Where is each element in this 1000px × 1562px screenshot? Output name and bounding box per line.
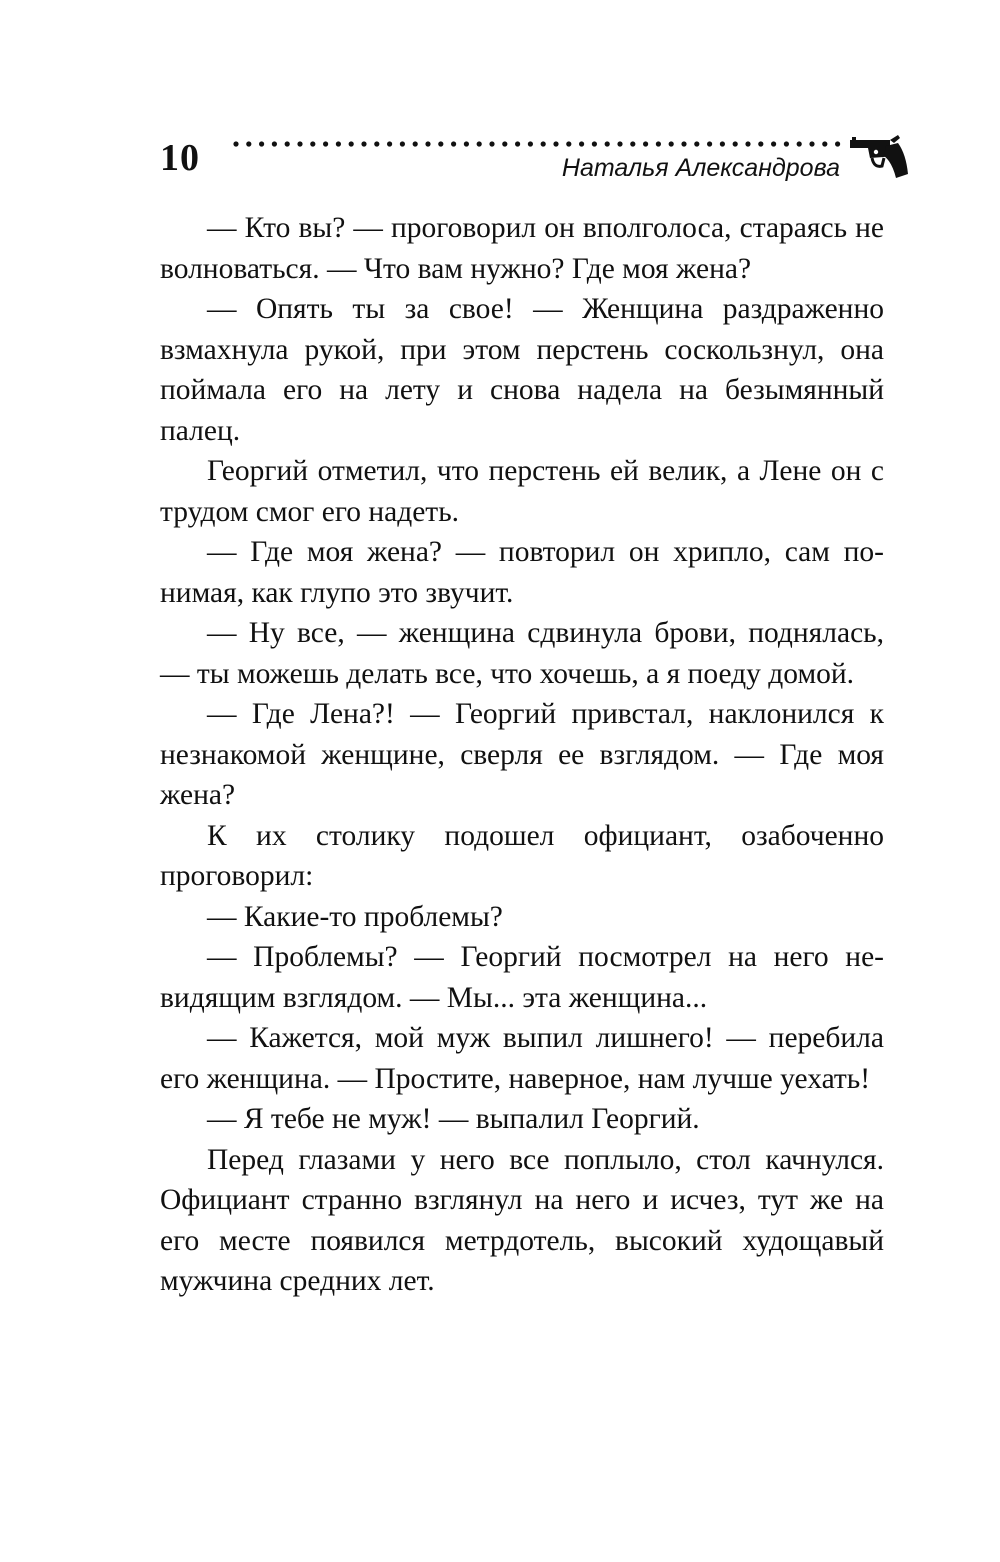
paragraph: — Кажется, мой муж выпил лишнего! — перебила его женщина. — Простите, наверное, нам лучше уехать! [160,1022,884,1095]
paragraph: — Ну все, — женщина сдвинула брови, поднялась, — ты можешь делать все, что хочешь, а я поеду домой. [160,617,884,690]
paragraph: — Кто вы? — проговорил он вполголоса, стараясь не волноваться. — Что вам нужно? Где моя жена? [160,212,884,285]
revolver-icon [846,132,912,180]
paragraph: — Где моя жена? — повторил он хрипло, сам понимая, как глупо это звучит. [160,536,884,609]
paragraph: — Я тебе не муж! — выпалил Георгий. [207,1103,700,1135]
paragraph: — Проблемы? — Георгий посмотрел на него невидящим взглядом. — Мы... эта женщина... [160,941,884,1014]
paragraph: — Опять ты за свое! — Женщина раздраженно взмахнула рукой, при этом перстень соскользнул, она поймала его на лету и снова надела на безымянный палец. [160,293,884,447]
paragraph: К их столику подошел официант, озабоченно проговорил: [160,819,884,892]
running-head-author: Наталья Александрова [561,154,840,182]
text-body [160,208,884,1302]
paragraph: — Какие-то проблемы? [207,900,503,933]
paragraph: Перед глазами у него все поплыло, стол качнулся. Официант странно взглянул на него и исчез, тут же на его месте появился метрдотель, высокий худощавый мужчина средних лет. [160,1143,884,1297]
page-number: 10 [160,137,200,179]
paragraph: Георгий отметил, что перстень ей велик, а Лене он с трудом смог его надеть. [160,455,884,528]
header-dotted-rule [232,139,842,149]
paragraph: — Где Лена?! — Георгий привстал, наклонился к незнакомой женщине, сверля ее взглядом. — Где моя жена? [160,698,884,811]
